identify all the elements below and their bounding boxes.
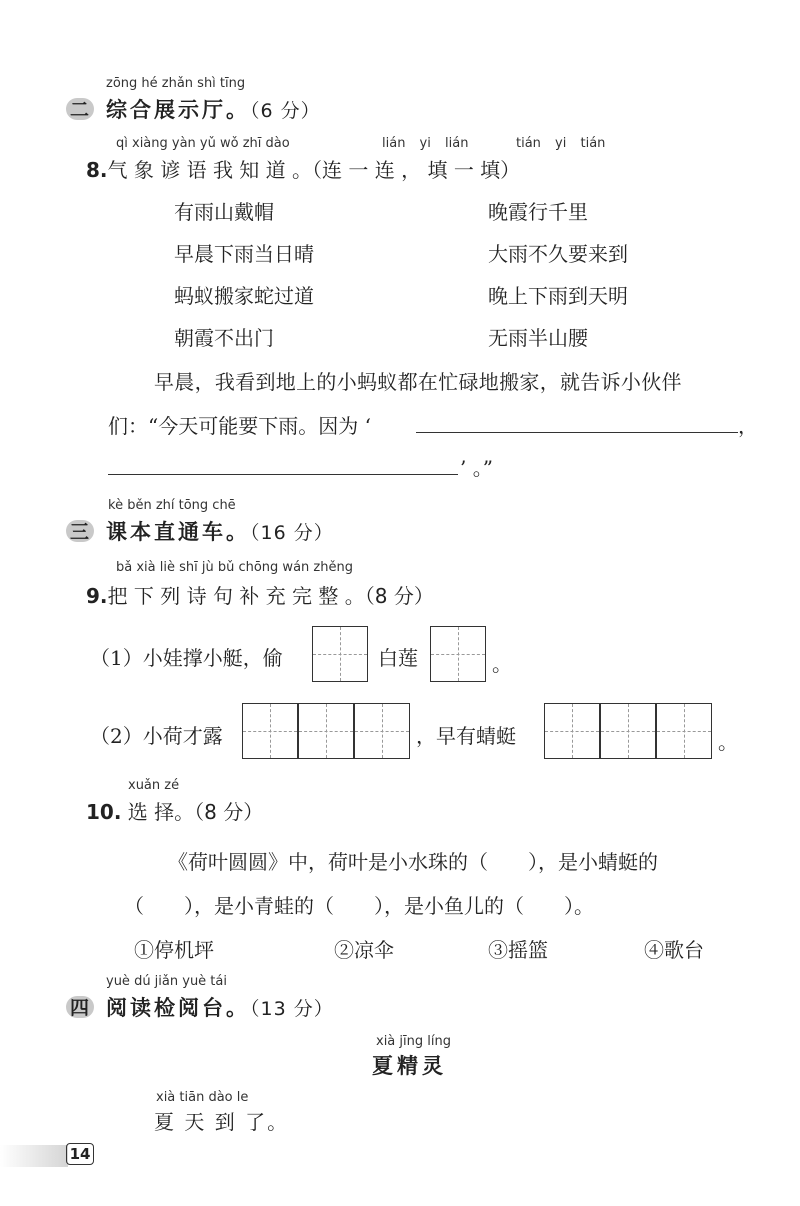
q8-pinyin: qì xiàng yàn yǔ wǒ zhī dào [116, 136, 290, 151]
q8-comma: ， [738, 414, 758, 438]
section2-score: （6 分） [250, 100, 321, 122]
section3-badge: 三 [66, 520, 94, 542]
q9-line2-box-1[interactable] [242, 703, 298, 759]
q10-option-3[interactable]: ③摇篮 [488, 938, 548, 962]
q8-heading [86, 154, 520, 183]
q10-heading [86, 796, 263, 825]
section4-title: 阅读检阅台。 [106, 996, 250, 1020]
page-number: 14 [66, 1143, 94, 1165]
section3-score: （16 分） [250, 522, 334, 544]
q9-line2-box-3[interactable] [354, 703, 410, 759]
q9-line2-box-2[interactable] [298, 703, 354, 759]
q9-title: 把 下 列 诗 句 补 充 完 整 。 [107, 584, 365, 608]
q9-line1-mid: 白莲 [378, 646, 418, 670]
q8-number: 8. [86, 158, 108, 182]
section4-pinyin: yuè dú jiǎn yuè tái [106, 974, 227, 989]
q9-line2-end: 。 [718, 730, 738, 754]
section3-heading [106, 516, 334, 546]
q8-pinyin-tianyitian: tián yi tián [516, 136, 606, 151]
q9-heading [86, 580, 434, 609]
section4-score: （13 分） [250, 998, 334, 1020]
q9-pinyin: bǎ xià liè shī jù bǔ chōng wán zhěng [116, 560, 353, 575]
q8-closing: ’ 。” [460, 456, 493, 480]
q9-number: 9. [86, 584, 108, 608]
reading-line1: 夏 天 到 了。 [154, 1110, 290, 1134]
q8-left-item-1[interactable]: 有雨山戴帽 [174, 200, 274, 224]
q8-left-item-3[interactable]: 蚂蚁搬家蛇过道 [174, 284, 314, 308]
reading-title-pinyin: xià jīng líng [376, 1034, 451, 1049]
q9-line2-box-6[interactable] [656, 703, 712, 759]
q10-option-2[interactable]: ②凉伞 [334, 938, 394, 962]
q8-answer-blank-1[interactable] [416, 432, 738, 433]
reading-line1-pinyin: xià tiān dào le [156, 1090, 249, 1105]
q8-passage-line2: 们：“今天可能要下雨。因为 ‘ [108, 414, 371, 438]
q8-left-item-2[interactable]: 早晨下雨当日晴 [174, 242, 314, 266]
q10-line1: 《荷叶圆圆》中，荷叶是小水珠的（ ），是小蜻蜓的 [168, 850, 658, 874]
q10-option-4[interactable]: ④歌台 [644, 938, 704, 962]
q9-line1-prefix: （1）小娃撑小艇，偷 [90, 646, 283, 670]
q8-right-item-4[interactable]: 无雨半山腰 [488, 326, 588, 350]
q9-line2-box-5[interactable] [600, 703, 656, 759]
section2-pinyin: zōng hé zhǎn shì tīng [106, 76, 246, 91]
q10-line2: （ ），是小青蛙的（ ），是小鱼儿的（ ）。 [124, 894, 594, 918]
section3-title: 课本直通车。 [106, 520, 250, 544]
section2-badge: 二 [66, 98, 94, 120]
section3-pinyin: kè běn zhí tōng chē [108, 498, 236, 513]
q8-title: 气 象 谚 语 我 知 道 。 [107, 158, 313, 182]
q10-score: （8 分） [194, 800, 264, 824]
q8-right-item-2[interactable]: 大雨不久要来到 [488, 242, 628, 266]
q9-line1-box-2[interactable] [430, 626, 486, 682]
q8-pinyin-lianyilian: lián yi lián [382, 136, 469, 151]
section2-heading [106, 94, 321, 124]
q8-instruction: （连 一 连 ， 填 一 填） [312, 158, 521, 182]
q9-line1-end: 。 [492, 652, 512, 676]
q9-line2-prefix: （2）小荷才露 [90, 724, 223, 748]
reading-title: 夏精灵 [372, 1054, 447, 1078]
section2-title: 综合展示厅。 [106, 98, 250, 122]
q8-right-item-3[interactable]: 晚上下雨到天明 [488, 284, 628, 308]
q10-title: 选 择。 [127, 800, 195, 824]
section4-heading [106, 992, 334, 1022]
q9-line1-box-1[interactable] [312, 626, 368, 682]
q9-line2-box-4[interactable] [544, 703, 600, 759]
q9-score: （8 分） [364, 584, 434, 608]
section4-badge: 四 [66, 996, 94, 1018]
q8-answer-blank-2[interactable] [108, 474, 458, 475]
page-number-bar [0, 1145, 68, 1167]
q10-option-1[interactable]: ①停机坪 [134, 938, 214, 962]
q9-line2-mid: ，早有蜻蜓 [416, 724, 516, 748]
q10-pinyin: xuǎn zé [128, 778, 180, 793]
q8-passage-line1: 早晨，我看到地上的小蚂蚁都在忙碌地搬家，就告诉小伙伴 [154, 370, 682, 394]
q8-left-item-4[interactable]: 朝霞不出门 [174, 326, 274, 350]
q8-right-item-1[interactable]: 晚霞行千里 [488, 200, 588, 224]
q10-number: 10. [86, 800, 122, 824]
